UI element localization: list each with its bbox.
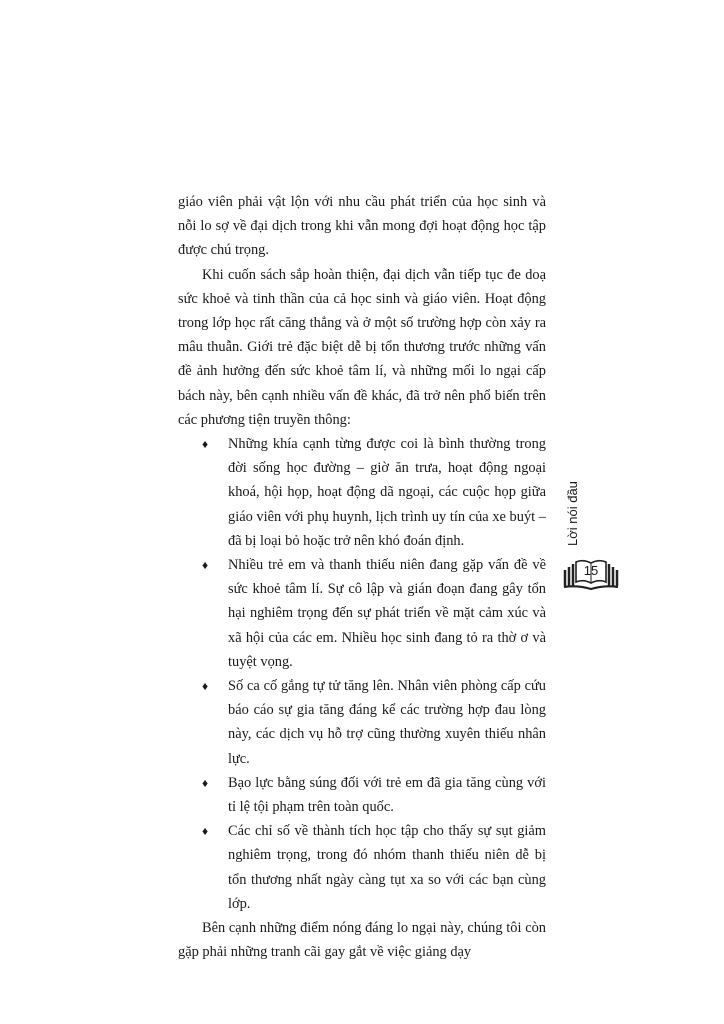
chapter-title: Lời nói đầu — [565, 481, 580, 546]
page-number: 15 — [583, 563, 599, 578]
diamond-bullet-icon: ♦ — [202, 679, 209, 694]
bullet-item — [178, 553, 546, 674]
bullet-text: Các chỉ số về thành tích học tập cho thấy sự sụt giảm nghiêm trọng, trong đó nhóm thanh thiếu niên dễ bị tổn thương nhất ngày càng tụt xa so với các bạn cùng lớp. — [228, 823, 546, 912]
bullet-text: Bạo lực bằng súng đối với trẻ em đã gia tăng cùng với tỉ lệ tội phạm trên toàn quốc. — [228, 774, 546, 816]
paragraph-closing: Bên cạnh những điểm nóng đáng lo ngại này, chúng tôi còn gặp phải những tranh cãi gay gắt về việc giảng dạy — [178, 920, 546, 961]
diamond-bullet-icon: ♦ — [202, 437, 209, 452]
paragraph-continued: giáo viên phải vật lộn với nhu cầu phát triển của học sinh và nỗi lo sợ về đại dịch trong khi vẫn mong đợi hoạt động học tập được chú trọng. — [178, 194, 546, 259]
page-body — [178, 190, 546, 965]
bullet-text: Nhiều trẻ em và thanh thiếu niên đang gặp vấn đề về sức khoẻ tâm lí. Sự cô lập và gián đoạn đang gây tổn hại nghiêm trọng đến sự phát triển về mặt cảm xúc và xã hội của các em. Nhiều học sinh đang tỏ ra thờ ơ và tuyệt vọng. — [228, 557, 546, 670]
bullet-list — [178, 432, 546, 916]
diamond-bullet-icon: ♦ — [202, 775, 209, 790]
bullet-item — [178, 771, 546, 819]
chapter-side-tab — [563, 481, 619, 600]
bullet-item — [178, 432, 546, 553]
paragraph-intro: Khi cuốn sách sắp hoàn thiện, đại dịch vẫn tiếp tục đe doạ sức khoẻ và tinh thần của cả học sinh và giáo viên. Hoạt động trong lớp học rất căng thẳng và ở một số trường hợp còn xảy ra mâu thuẫn. Giới trẻ đặc biệt dễ bị tổn thương trước những vấn đề ảnh hưởng đến sức khoẻ tâm lí, và những mối lo ngại cấp bách này, bên cạnh nhiều vấn đề khác, đã trở nên phổ biến trên các phương tiện truyền thông: — [178, 266, 546, 428]
diamond-bullet-icon: ♦ — [202, 558, 209, 573]
bullet-text: Những khía cạnh từng được coi là bình thường trong đời sống học đường – giờ ăn trưa, hoạt động ngoại khoá, hội họp, hoạt động dã ngoại, các cuộc họp giữa giáo viên với phụ huynh, lịch trình uy tín của xe buýt – đã bị loại bỏ hoặc trở nên khó đoán định. — [228, 436, 546, 549]
bullet-text: Số ca cố gắng tự tử tăng lên. Nhân viên phòng cấp cứu báo cáo sự gia tăng đáng kể các trường hợp đau lòng này, các dịch vụ hỗ trợ cũng thường xuyên thiếu nhân lực. — [228, 678, 546, 767]
bullet-item — [178, 819, 546, 916]
diamond-bullet-icon: ♦ — [202, 824, 209, 839]
bullet-item — [178, 674, 546, 771]
